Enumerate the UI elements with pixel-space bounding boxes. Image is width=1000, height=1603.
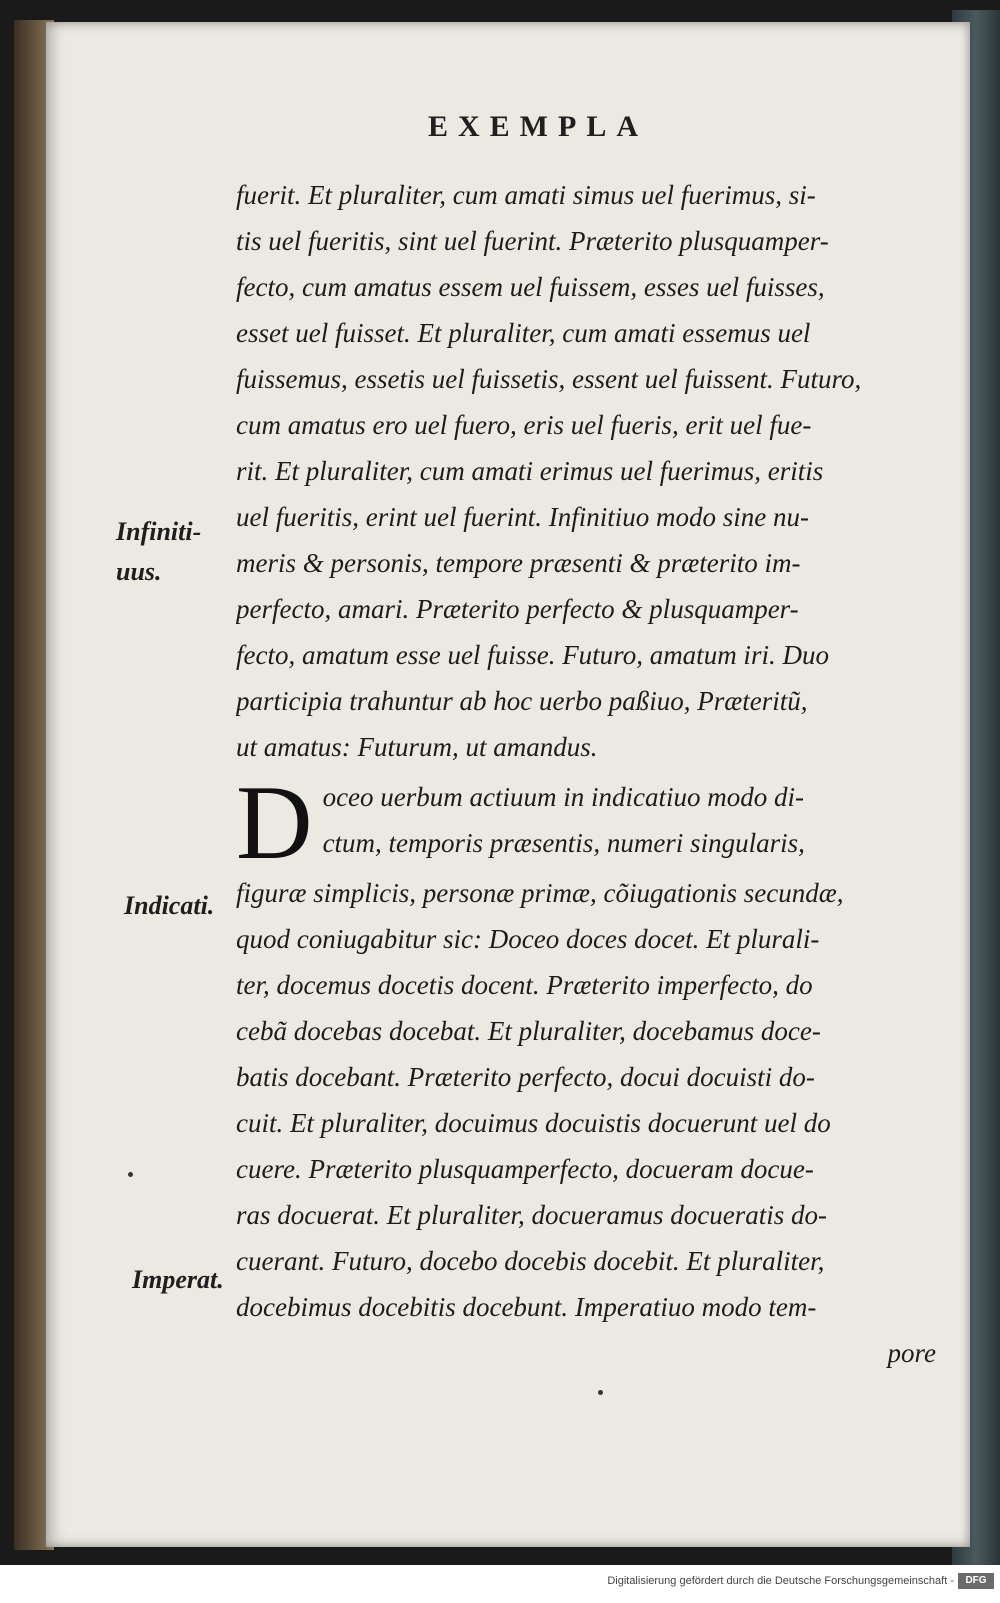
funding-credit: Digitalisierung gefördert durch die Deutsche Forschungsgemeinschaft - xyxy=(607,1575,954,1587)
dfg-logo: DFG xyxy=(958,1573,994,1589)
margin-note-infinitiuus xyxy=(116,512,201,592)
text-line: ctum, temporis præsentis, numeri singularis, xyxy=(322,828,805,858)
text-line: cebã docebas docebat. Et pluraliter, docebamus doce- xyxy=(236,1016,821,1046)
text-line: esset uel fuisset. Et pluraliter, cum amati essemus uel xyxy=(236,318,811,348)
paragraph-2 xyxy=(236,764,936,1376)
text-line: quod coniugabitur sic: Doceo doces docet. Et plurali- xyxy=(236,924,820,954)
margin-note-imperat: Imperat. xyxy=(132,1265,224,1294)
catchword: pore xyxy=(887,1338,936,1368)
margin-note-line: Infiniti- xyxy=(116,517,202,546)
text-line: fecto, amatum esse uel fuisse. Futuro, amatum iri. Duo xyxy=(236,640,829,670)
drop-capital: D xyxy=(236,764,313,881)
main-text xyxy=(236,172,936,1376)
text-line: meris & personis, tempore præsenti & præterito im- xyxy=(236,548,801,578)
dropcap-block xyxy=(236,764,936,881)
text-line: cuere. Præterito plusquamperfecto, docueram docue- xyxy=(236,1154,814,1184)
running-header: EXEMPLA xyxy=(428,110,648,143)
text-line: tis uel fueritis, sint uel fuerint. Præterito plusquamper- xyxy=(236,226,829,256)
footer-bar xyxy=(0,1565,1000,1603)
text-line: uel fueritis, erint uel fuerint. Infinitiuo modo sine nu- xyxy=(236,502,809,532)
text-line: cum amatus ero uel fuero, eris uel fueris, erit uel fue- xyxy=(236,410,812,440)
text-line: fuissemus, essetis uel fuissetis, essent uel fuissent. Futuro, xyxy=(236,364,862,394)
text-line: perfecto, amari. Præterito perfecto & plusquamper- xyxy=(236,594,799,624)
margin-note-line: uus. xyxy=(116,557,162,586)
ink-speck xyxy=(128,1172,133,1177)
text-line: ut amatus: Futurum, ut amandus. xyxy=(236,732,598,762)
text-line: oceo uerbum actiuum in indicatiuo modo di- xyxy=(322,782,804,812)
margin-note-indicati: Indicati. xyxy=(124,891,215,920)
text-line: docebimus docebitis docebunt. Imperatiuo modo tem- xyxy=(236,1292,817,1322)
text-line: figuræ simplicis, personæ primæ, cõiugationis secundæ, xyxy=(236,878,844,908)
text-line: batis docebant. Præterito perfecto, docui docuisti do- xyxy=(236,1062,815,1092)
ink-speck xyxy=(598,1390,603,1395)
text-line: fecto, cum amatus essem uel fuissem, esses uel fuisses, xyxy=(236,272,825,302)
text-line: cuit. Et pluraliter, docuimus docuistis docuerunt uel do xyxy=(236,1108,831,1138)
text-line: participia trahuntur ab hoc uerbo paßiuo, Præteritũ, xyxy=(236,686,808,716)
book-page xyxy=(46,22,970,1547)
paragraph-1 xyxy=(236,172,936,770)
text-line: cuerant. Futuro, docebo docebis docebit. Et pluraliter, xyxy=(236,1246,825,1276)
text-line: ras docuerat. Et pluraliter, docueramus docueratis do- xyxy=(236,1200,827,1230)
text-line: fuerit. Et pluraliter, cum amati simus uel fuerimus, si- xyxy=(236,180,816,210)
text-line: rit. Et pluraliter, cum amati erimus uel fuerimus, eritis xyxy=(236,456,824,486)
text-line: ter, docemus docetis docent. Præterito imperfecto, do xyxy=(236,970,813,1000)
